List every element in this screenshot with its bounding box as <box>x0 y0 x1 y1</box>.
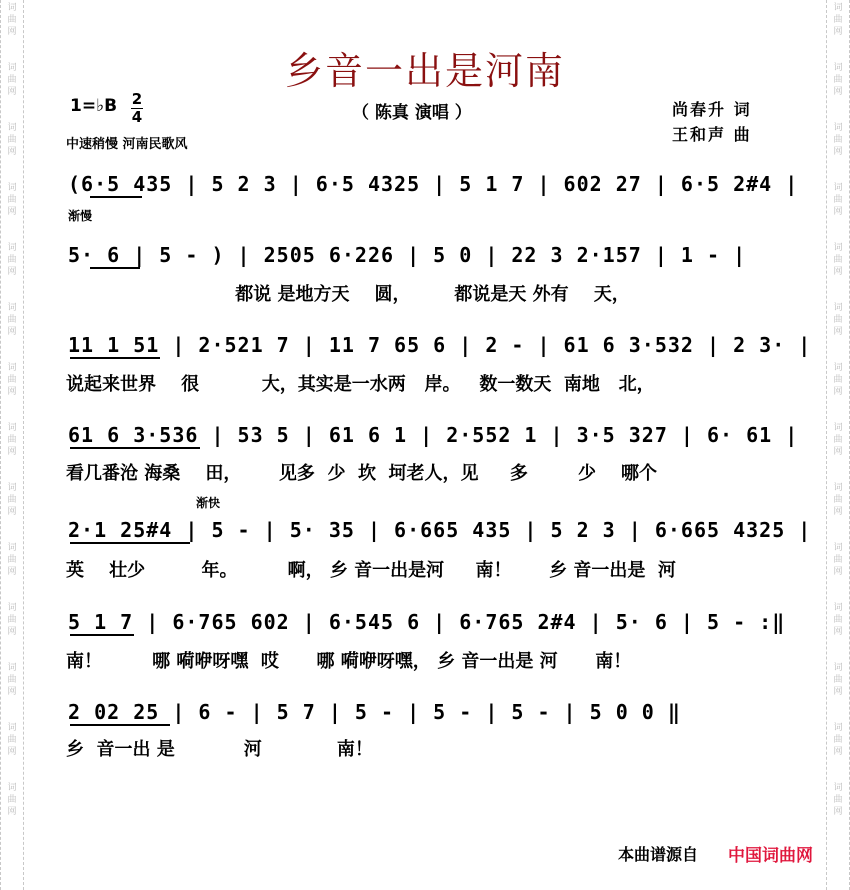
watermark-char: 网 <box>833 447 843 457</box>
watermark-char: 曲 <box>833 795 843 805</box>
watermark-char: 词 <box>833 663 843 673</box>
watermark-char: 曲 <box>7 135 17 145</box>
watermark-group <box>1 780 23 840</box>
lyrics-line-7: 乡 音一出 是 河 南！ <box>66 739 373 760</box>
watermark-char: 网 <box>833 327 843 337</box>
watermark-char: 词 <box>7 3 17 13</box>
watermark-char: 词 <box>7 63 17 73</box>
watermark-char: 词 <box>833 123 843 133</box>
watermark-char: 曲 <box>833 555 843 565</box>
beam-line <box>70 357 160 359</box>
watermark-char: 曲 <box>833 195 843 205</box>
song-title: 乡音一出是河南 <box>284 49 565 93</box>
lyrics-line-2: 都说 是地方天 圆， 都说是天 外有 天， <box>66 284 630 305</box>
beam-line <box>70 447 200 449</box>
watermark-group <box>827 180 849 240</box>
watermark-char: 词 <box>833 543 843 553</box>
watermark-char: 词 <box>7 243 17 253</box>
watermark-char: 曲 <box>7 675 17 685</box>
watermark-char: 词 <box>7 603 17 613</box>
watermark-char: 词 <box>833 603 843 613</box>
watermark-char: 网 <box>833 507 843 517</box>
notation-line-1: (6·5 435 | 5 2 3 | 6·5 4325 | 5 1 7 | 602 27 | 6·5 2#4 | <box>68 172 799 196</box>
time-signature <box>131 92 143 125</box>
watermark-char: 词 <box>7 663 17 673</box>
watermark-char: 曲 <box>833 255 843 265</box>
watermark-group <box>827 780 849 840</box>
watermark-group <box>1 480 23 540</box>
watermark-char: 词 <box>7 483 17 493</box>
singer-credit: （ 陈真 演唱 ） <box>352 103 472 123</box>
watermark-char: 词 <box>833 3 843 13</box>
watermark-char: 网 <box>7 507 17 517</box>
watermark-char: 词 <box>7 723 17 733</box>
watermark-char: 曲 <box>7 615 17 625</box>
watermark-char: 网 <box>833 27 843 37</box>
watermark-char: 网 <box>833 807 843 817</box>
notation-line-2: 5· 6 | 5 - ) | 2505 6·226 | 5 0 | 22 3 2·157 | 1 - | <box>68 243 747 267</box>
watermark-char: 网 <box>7 687 17 697</box>
lyrics-line-4: 看几番沧 海桑 田， 见多 少 坎 坷老人，见 多 少 哪个 <box>66 463 658 484</box>
watermark-char: 网 <box>7 807 17 817</box>
watermark-group <box>1 660 23 720</box>
watermark-group <box>827 480 849 540</box>
watermark-char: 网 <box>7 327 17 337</box>
watermark-char: 词 <box>833 423 843 433</box>
watermark-char: 网 <box>833 207 843 217</box>
watermark-char: 曲 <box>833 135 843 145</box>
watermark-strip-right <box>826 0 850 890</box>
watermark-char: 曲 <box>833 75 843 85</box>
watermark-char: 词 <box>833 303 843 313</box>
notation-line-4: 61 6 3·536 | 53 5 | 61 6 1 | 2·552 1 | 3·5 327 | 6· 61 | <box>68 423 799 447</box>
watermark-group <box>827 660 849 720</box>
watermark-group <box>1 600 23 660</box>
watermark-char: 曲 <box>7 375 17 385</box>
watermark-char: 词 <box>833 243 843 253</box>
watermark-char: 网 <box>7 567 17 577</box>
watermark-char: 网 <box>7 87 17 97</box>
watermark-group <box>827 360 849 420</box>
watermark-char: 网 <box>7 267 17 277</box>
beam-line <box>70 724 170 726</box>
watermark-char: 词 <box>7 303 17 313</box>
watermark-char: 词 <box>833 483 843 493</box>
beam-line <box>70 634 134 636</box>
watermark-char: 词 <box>833 723 843 733</box>
watermark-char: 网 <box>7 447 17 457</box>
accelerando-mark: 渐快 <box>196 496 221 510</box>
watermark-group <box>1 240 23 300</box>
notation-line-7: 2 02 25 | 6 - | 5 7 | 5 - | 5 - | 5 - | 5 0 0 ‖ <box>68 700 681 724</box>
watermark-char: 网 <box>833 687 843 697</box>
watermark-strip-left <box>0 0 24 890</box>
watermark-char: 曲 <box>7 315 17 325</box>
notation-line-6: 5 1 7 | 6·765 602 | 6·545 6 | 6·765 2#4 | 5· 6 | 5 - :‖ <box>68 610 786 634</box>
watermark-group <box>1 360 23 420</box>
watermark-group <box>1 180 23 240</box>
watermark-group <box>1 420 23 480</box>
watermark-char: 曲 <box>833 615 843 625</box>
watermark-char: 曲 <box>833 675 843 685</box>
watermark-group <box>827 720 849 780</box>
watermark-group <box>1 720 23 780</box>
watermark-char: 曲 <box>833 435 843 445</box>
watermark-char: 曲 <box>7 15 17 25</box>
watermark-char: 曲 <box>7 195 17 205</box>
watermark-char: 曲 <box>833 735 843 745</box>
site-link[interactable]: 中国词曲网 <box>728 846 813 866</box>
watermark-char: 曲 <box>7 735 17 745</box>
watermark-group <box>1 300 23 360</box>
beam-line <box>90 196 142 198</box>
beam-line <box>70 542 190 544</box>
watermark-char: 词 <box>833 63 843 73</box>
watermark-group <box>827 600 849 660</box>
lyricist-credit: 尚春升 词 <box>672 100 752 119</box>
watermark-group <box>827 300 849 360</box>
watermark-char: 词 <box>7 123 17 133</box>
watermark-char: 曲 <box>833 15 843 25</box>
watermark-char: 曲 <box>833 495 843 505</box>
watermark-char: 词 <box>7 423 17 433</box>
watermark-char: 网 <box>833 147 843 157</box>
watermark-char: 网 <box>833 627 843 637</box>
watermark-group <box>827 420 849 480</box>
watermark-char: 网 <box>833 747 843 757</box>
time-numerator: 2 <box>131 90 143 108</box>
watermark-char: 曲 <box>7 795 17 805</box>
beam-line <box>90 267 140 269</box>
watermark-char: 词 <box>7 363 17 373</box>
watermark-group <box>1 540 23 600</box>
watermark-char: 词 <box>7 783 17 793</box>
time-denominator: 4 <box>131 108 143 126</box>
lyrics-line-6: 南！ 哪 嗬咿呀嘿 哎 哪 嗬咿呀嘿， 乡 音一出是 河 南！ <box>66 651 632 672</box>
watermark-char: 曲 <box>7 75 17 85</box>
watermark-char: 网 <box>833 267 843 277</box>
watermark-group <box>827 240 849 300</box>
source-label: 本曲谱源自 <box>618 845 699 864</box>
watermark-char: 曲 <box>7 555 17 565</box>
watermark-group <box>1 120 23 180</box>
watermark-char: 词 <box>7 543 17 553</box>
watermark-char: 曲 <box>833 375 843 385</box>
watermark-char: 网 <box>7 147 17 157</box>
watermark-char: 词 <box>833 363 843 373</box>
lyrics-line-5: 英 壮少 年。 啊， 乡 音一出是河 南！ 乡 音一出是 河 <box>66 560 676 581</box>
watermark-char: 曲 <box>833 315 843 325</box>
watermark-char: 网 <box>7 747 17 757</box>
watermark-char: 词 <box>833 783 843 793</box>
lyrics-line-3: 说起来世界 很 大，其实是一水两 岸。 数一数天 南地 北， <box>66 374 655 395</box>
notation-line-5: 2·1 25#4 | 5 - | 5· 35 | 6·665 435 | 5 2 3 | 6·665 4325 | <box>68 518 812 542</box>
key-signature: 1=♭B <box>70 96 118 116</box>
watermark-char: 曲 <box>7 255 17 265</box>
watermark-group <box>827 120 849 180</box>
watermark-group <box>827 540 849 600</box>
watermark-char: 网 <box>833 387 843 397</box>
tempo-marking: 中速稍慢 河南民歌风 <box>66 137 188 152</box>
watermark-char: 曲 <box>7 495 17 505</box>
watermark-char: 网 <box>7 27 17 37</box>
watermark-char: 曲 <box>7 435 17 445</box>
watermark-char: 词 <box>833 183 843 193</box>
watermark-char: 网 <box>7 627 17 637</box>
watermark-char: 网 <box>7 207 17 217</box>
watermark-char: 网 <box>833 87 843 97</box>
composer-credit: 王和声 曲 <box>672 125 752 144</box>
ritardando-mark: 渐慢 <box>68 209 93 223</box>
watermark-char: 网 <box>833 567 843 577</box>
watermark-char: 网 <box>7 387 17 397</box>
notation-line-3: 11 1 51 | 2·521 7 | 11 7 65 6 | 2 - | 61 6 3·532 | 2 3· | <box>68 333 812 357</box>
watermark-char: 词 <box>7 183 17 193</box>
